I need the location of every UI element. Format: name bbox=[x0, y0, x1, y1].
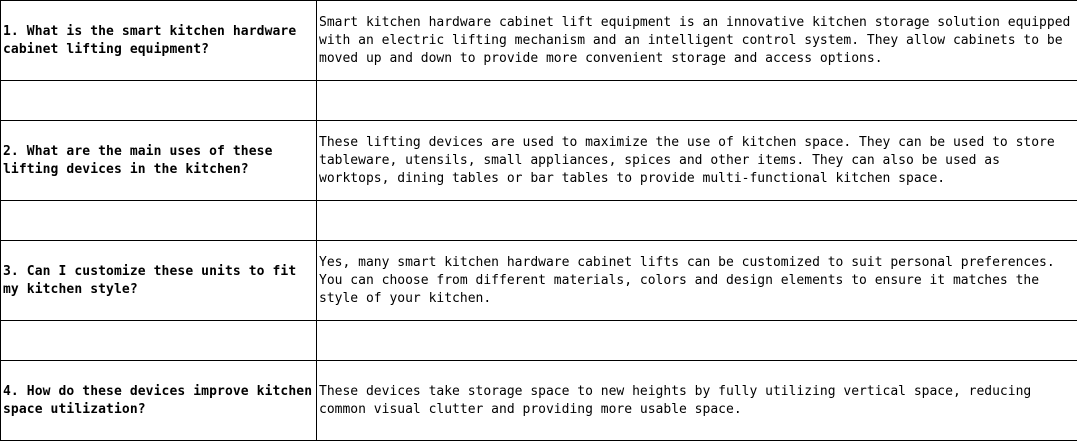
faq-answer: Yes, many smart kitchen hardware cabinet lifts can be customized to suit personal preferences. You can choose from different materials, colors and design elements to ensure it matches the style of your kitchen. bbox=[317, 241, 1077, 321]
empty-cell bbox=[317, 81, 1077, 121]
spacer-row bbox=[1, 81, 1077, 121]
faq-question: 2. What are the main uses of these lifting devices in the kitchen? bbox=[1, 121, 317, 201]
empty-cell bbox=[317, 321, 1077, 361]
faq-question: 4. How do these devices improve kitchen space utilization? bbox=[1, 361, 317, 441]
spacer-row bbox=[1, 201, 1077, 241]
spacer-row bbox=[1, 321, 1077, 361]
faq-row-3 bbox=[1, 241, 1077, 321]
faq-answer: Smart kitchen hardware cabinet lift equipment is an innovative kitchen storage solution equipped with an electric lifting mechanism and an intelligent control system. They allow cabinets to be moved up and down to provide more convenient storage and access options. bbox=[317, 1, 1077, 81]
faq-row-2 bbox=[1, 121, 1077, 201]
empty-cell bbox=[317, 201, 1077, 241]
faq-row-4 bbox=[1, 361, 1077, 441]
empty-cell bbox=[1, 201, 317, 241]
faq-question: 3. Can I customize these units to fit my kitchen style? bbox=[1, 241, 317, 321]
faq-answer: These lifting devices are used to maximize the use of kitchen space. They can be used to store tableware, utensils, small appliances, spices and other items. They can also be used as worktops, dining tables or bar tables to provide multi-functional kitchen space. bbox=[317, 121, 1077, 201]
empty-cell bbox=[1, 81, 317, 121]
faq-row-1 bbox=[1, 1, 1077, 81]
faq-question: 1. What is the smart kitchen hardware cabinet lifting equipment? bbox=[1, 1, 317, 81]
empty-cell bbox=[1, 321, 317, 361]
faq-answer: These devices take storage space to new heights by fully utilizing vertical space, reducing common visual clutter and providing more usable space. bbox=[317, 361, 1077, 441]
